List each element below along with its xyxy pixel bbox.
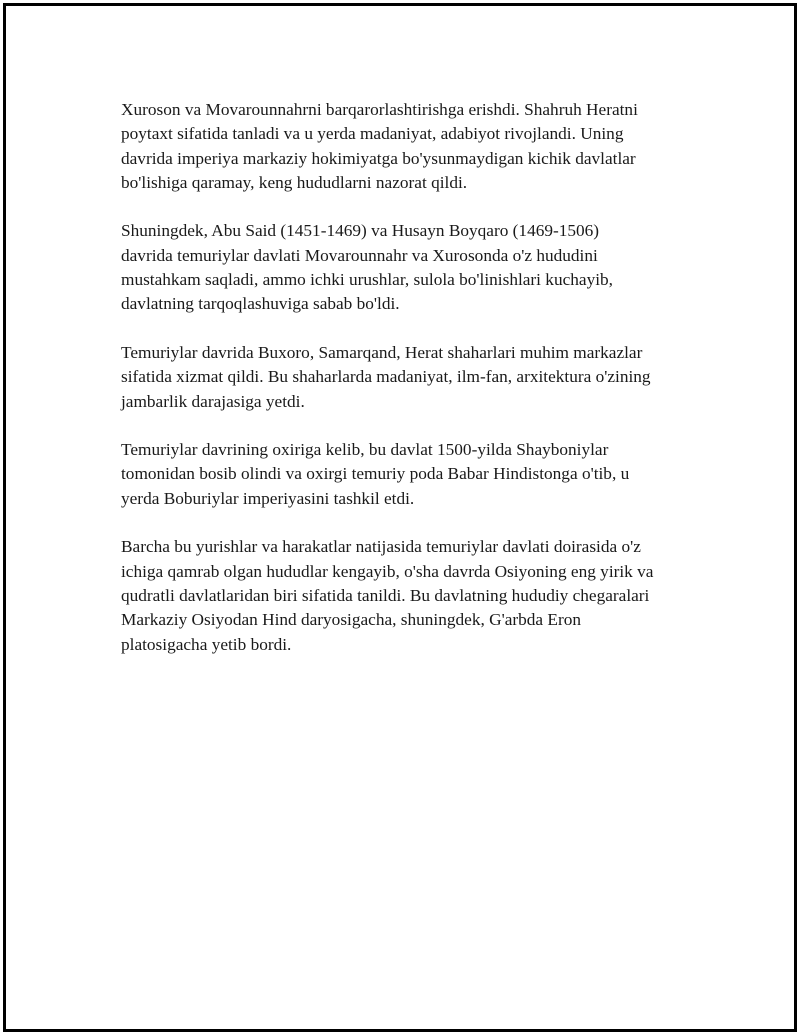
text-line: Barcha bu yurishlar va harakatlar natijasida temuriylar davlati doirasida o'z xyxy=(121,537,641,557)
page-border xyxy=(3,3,797,1032)
paragraph-5 xyxy=(121,535,711,656)
text-line: davrida imperiya markaziy hokimiyatga bo'ysunmaydigan kichik davlatlar xyxy=(121,148,636,168)
text-line: sifatida xizmat qildi. Bu shaharlarda madaniyat, ilm-fan, arxitektura o'zining xyxy=(121,367,651,387)
paragraph-3 xyxy=(121,341,711,414)
text-line: mustahkam saqladi, ammo ichki urushlar, sulola bo'linishlari kuchayib, xyxy=(121,270,613,290)
text-line: Shuningdek, Abu Said (1451-1469) va Husayn Boyqaro (1469-1506) xyxy=(121,221,600,241)
text-line: bo'lishiga qaramay, keng hududlarni nazorat qildi. xyxy=(121,172,468,192)
text-line: Xuroson va Movarounnahrni barqarorlashtirishga erishdi. Shahruh Heratni xyxy=(121,100,638,119)
text-line: yerda Boburiylar imperiyasini tashkil etdi. xyxy=(121,488,415,508)
text-line: qudratli davlatlaridan biri sifatida tanildi. Bu davlatning hududiy chegaralari xyxy=(121,585,650,605)
text-line: Temuriylar davrida Buxoro, Samarqand, Herat shaharlari muhim markazlar xyxy=(121,342,643,362)
text-line: ichiga qamrab olgan hududlar kengayib, o'sha davrda Osiyoning eng yirik va xyxy=(121,561,654,581)
text-line: jambarlik darajasiga yetdi. xyxy=(121,391,305,411)
document-body xyxy=(121,98,711,681)
text-line: davrida temuriylar davlati Movarounnahr va Xurosonda o'z hududini xyxy=(121,245,598,265)
text-line: Markaziy Osiyodan Hind daryosigacha, shuningdek, G'arbda Eron xyxy=(121,610,581,630)
paragraph-4 xyxy=(121,438,711,511)
text-line: Temuriylar davrining oxiriga kelib, bu davlat 1500-yilda Shayboniylar xyxy=(121,440,609,460)
paragraph-2 xyxy=(121,219,711,316)
text-line: platosigacha yetib bordi. xyxy=(121,634,292,654)
text-line: tomonidan bosib olindi va oxirgi temuriy poda Babar Hindistonga o'tib, u xyxy=(121,464,630,484)
text-line: poytaxt sifatida tanladi va u yerda madaniyat, adabiyot rivojlandi. Uning xyxy=(121,124,624,144)
text-line: davlatning tarqoqlashuviga sabab bo'ldi. xyxy=(121,294,400,314)
paragraph-1 xyxy=(121,98,711,195)
